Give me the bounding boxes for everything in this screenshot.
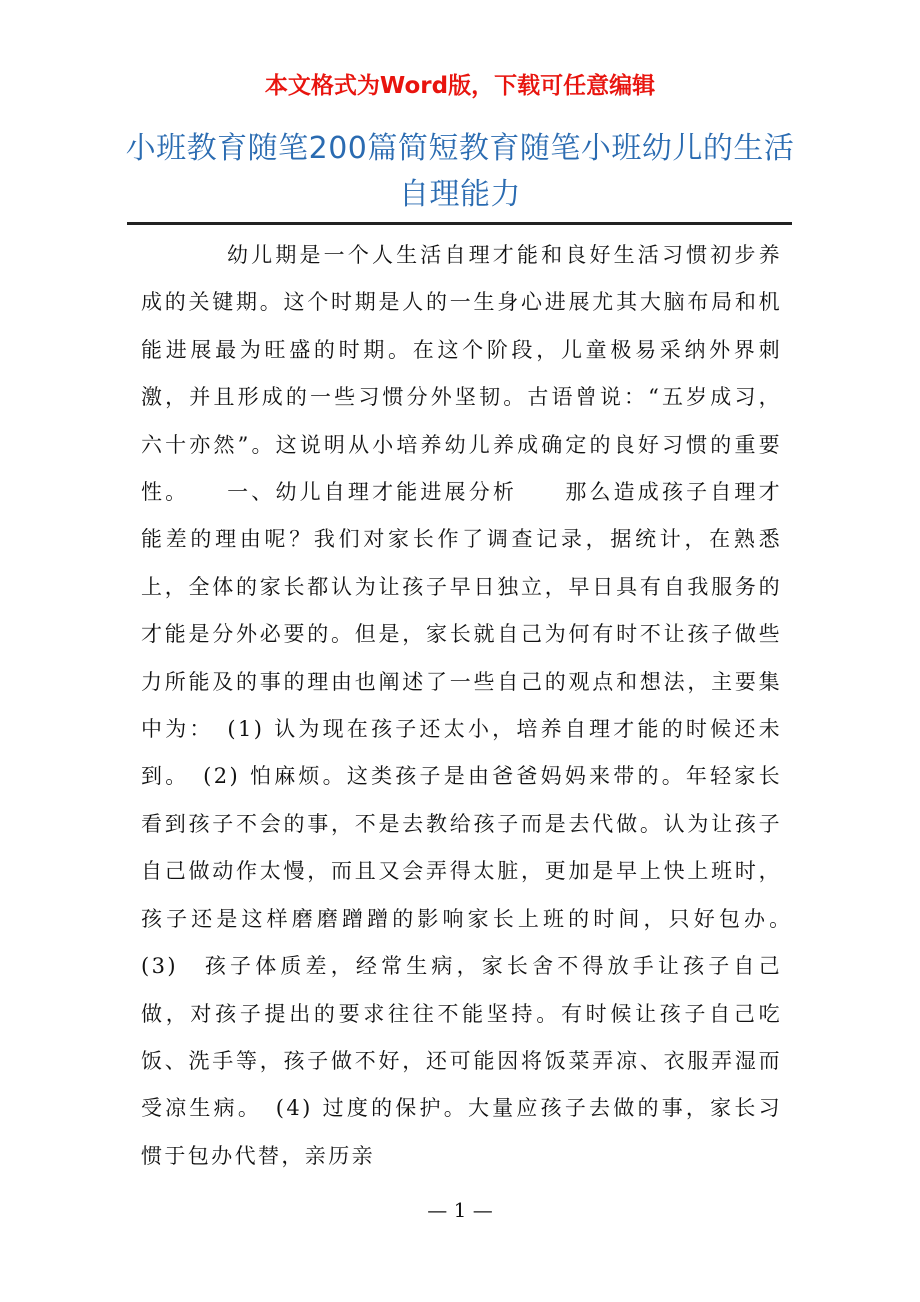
page-number: — 1 — [427, 1198, 493, 1222]
title-divider [127, 222, 792, 225]
document-title: 小班教育随笔200篇简短教育随笔小班幼儿的生活自理能力 [125, 131, 795, 212]
body-paragraph: 幼儿期是一个人生活自理才能和良好生活习惯初步养成的关键期。这个时期是人的一生身心进展尤其大脑布局和机能进展最为旺盛的时期。在这个阶段，儿童极易采纳外界刺激，并且形成的一些习惯分外坚韧。古语曾说：“五岁成习，六十亦然”。这说明从小培养幼儿养成确定的良好习惯的重要性。 一、幼儿自理才能进展分析 那么造成孩子自理才能差的理由呢？我们对家长作了调查记录，据统计，在熟悉上，全体的家长都认为让孩子早日独立，早日具有自我服务的才能是分外必要的。但是，家长就自己为何有时不让孩子做些力所能及的事的理由也阐述了一些自己的观点和想法，主要集中为： (1) 认为现在孩子还太小，培养自理才能的时候还未到。 (2) 怕麻烦。这类孩子是由爸爸妈妈来带的。年轻家长看到孩子不会的事，不是去教给孩子而是去代做。认为让孩子自己做动作太慢，而且又会弄得太脏，更加是早上快上班时，孩子还是这样磨磨蹭蹭的影响家长上班的时间，只好包办。 (3) 孩子体质差，经常生病，家长舍不得放手让孩子自己做，对孩子提出的要求往往不能坚持。有时候让孩子自己吃饭、洗手等，孩子做不好，还可能因将饭菜弄凉、衣服弄湿而受凉生病。 (4) 过度的保护。大量应孩子去做的事，家长习惯于包办代替，亲历亲 [141, 243, 806, 1168]
format-notice: 本文格式为Word版，下载可任意编辑 [264, 73, 656, 99]
